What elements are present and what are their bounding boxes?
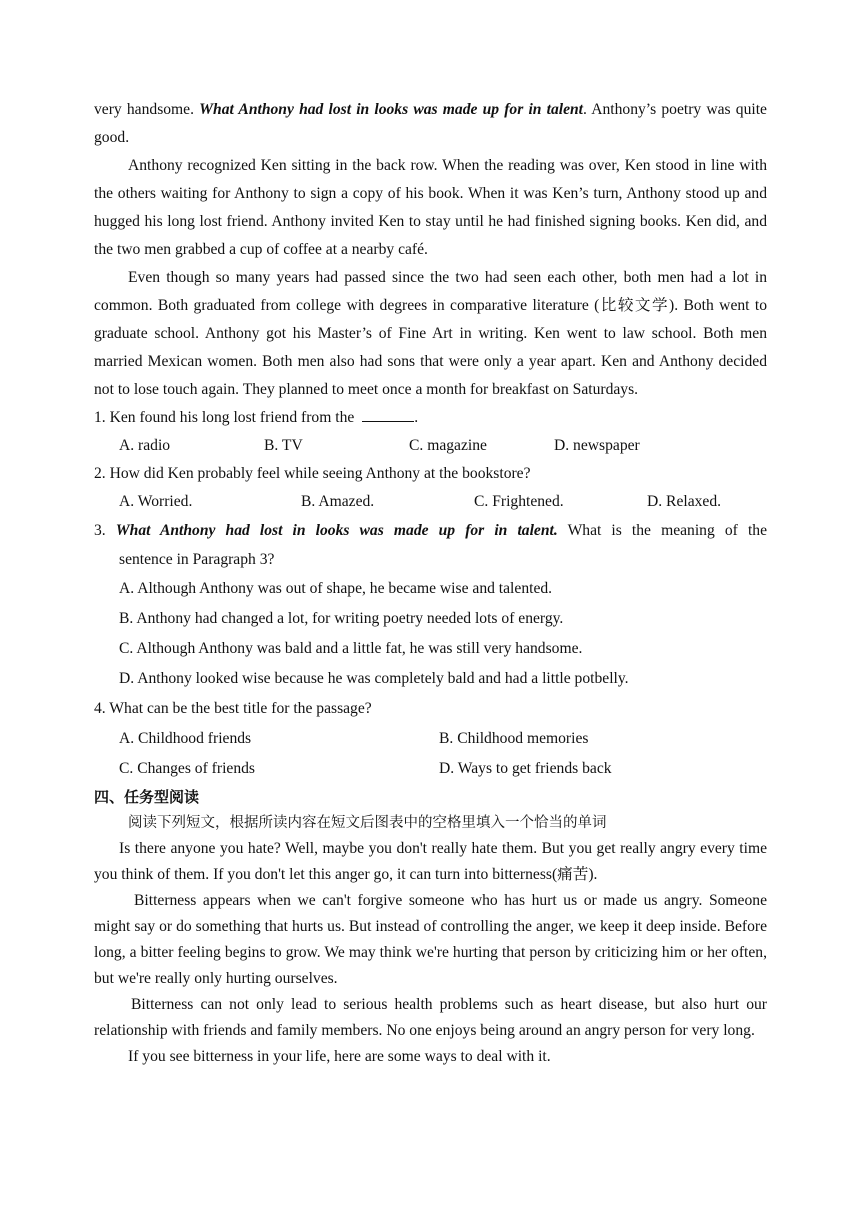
passage-paragraph-4: Even though so many years had passed since the two had seen each other, both men had a lot in common. Both graduated from college with degrees in comparative literature (比较文学). Both went to graduate school. Anthony got his Master’s of Fine Art in writing. Ken went to law school. Both men married Mexican women. Both men also had sons that were only a year apart. Ken and Anthony decided not to lose touch again. They planned to meet once a month for breakfast on Saturdays.	[94, 269, 767, 398]
question-number: 3.	[94, 522, 116, 539]
option-c[interactable]: C. magazine	[409, 437, 487, 454]
question-1-options	[94, 432, 767, 460]
quoted-sentence: What Anthony had lost in looks was made up for in talent.	[115, 522, 558, 539]
option-c[interactable]: C. Changes of friends	[119, 760, 255, 777]
question-3	[94, 516, 767, 574]
section-instruction: 阅读下列短文，根据所读内容在短文后图表中的空格里填入一个恰当的单词	[128, 815, 607, 831]
emphasized-sentence: What Anthony had lost in looks was made up for in talent	[199, 101, 584, 118]
question-3-options	[94, 574, 767, 694]
option-c[interactable]: C. Frightened.	[474, 493, 564, 510]
passage2-paragraph-3: Bitterness can not only lead to serious health problems such as heart disease, but also hurt our relationship with friends and family members. No one enjoys being around an angry person for very long.	[94, 996, 767, 1039]
option-a[interactable]: A. Childhood friends	[119, 730, 252, 747]
option-d[interactable]: D. Ways to get friends back	[439, 760, 612, 777]
option-c[interactable]: C. Although Anthony was bald and a little fat, he was still very handsome.	[119, 640, 583, 657]
option-a[interactable]: A. Worried.	[119, 493, 193, 510]
option-b[interactable]: B. TV	[264, 437, 303, 454]
question-stem-continued: sentence in Paragraph 3?	[119, 551, 275, 568]
option-b[interactable]: B. Amazed.	[301, 493, 375, 510]
option-d[interactable]: D. Anthony looked wise because he was completely bald and had a little potbelly.	[119, 670, 629, 687]
section-heading: 四、任务型阅读	[94, 788, 200, 806]
question-4-options-row-2	[94, 754, 767, 784]
question-stem: 1. Ken found his long lost friend from the	[94, 409, 359, 426]
option-d[interactable]: D. newspaper	[554, 437, 640, 454]
paragraph-text: . Anthony’s poetry was quite good.	[94, 101, 767, 146]
question-4-options-row-1	[94, 724, 767, 754]
passage-paragraph-3: Anthony recognized Ken sitting in the back row. When the reading was over, Ken stood in line with the others waiting for Anthony to sign a copy of his book. When it was Ken’s turn, Anthony stood up and hugged his long lost friend. Anthony invited Ken to stay until he had finished signing books. Ken did, and the two men grabbed a cup of coffee at a nearby café.	[94, 157, 767, 258]
option-a[interactable]: A. Although Anthony was out of shape, he became wise and talented.	[119, 580, 553, 597]
option-b[interactable]: B. Anthony had changed a lot, for writing poetry needed lots of energy.	[119, 610, 564, 627]
answer-blank[interactable]	[362, 408, 414, 422]
passage2-paragraph-1: Is there anyone you hate? Well, maybe you don't really hate them. But you get really angry every time you think of them. If you don't let this anger go, it can turn into bitterness(痛苦).	[94, 840, 767, 883]
option-b[interactable]: B. Childhood memories	[439, 730, 589, 747]
question-2: 2. How did Ken probably feel while seeing Anthony at the bookstore?	[94, 465, 531, 482]
option-d[interactable]: D. Relaxed.	[647, 493, 722, 510]
document-page	[94, 96, 767, 1070]
question-3-stem	[94, 516, 767, 545]
paragraph-text: very handsome.	[94, 101, 200, 118]
option-a[interactable]: A. radio	[119, 437, 171, 454]
question-stem: What is the meaning of the	[557, 522, 768, 539]
question-2-options	[94, 488, 767, 516]
passage2-paragraph-4: If you see bitterness in your life, here are some ways to deal with it.	[128, 1048, 551, 1065]
passage-paragraph-2	[94, 96, 767, 152]
question-1	[94, 404, 767, 432]
passage2-paragraph-2: Bitterness appears when we can't forgive someone who has hurt us or made us angry. Someone might say or do something that hurts us. But instead of controlling the anger, we keep it deep inside. Before long, a bitter feeling begins to grow. We may think we're hurting that person by criticizing him or her often, but we're really only hurting ourselves.	[94, 892, 767, 987]
question-4: 4. What can be the best title for the passage?	[94, 700, 372, 717]
question-stem-end: .	[414, 409, 419, 426]
